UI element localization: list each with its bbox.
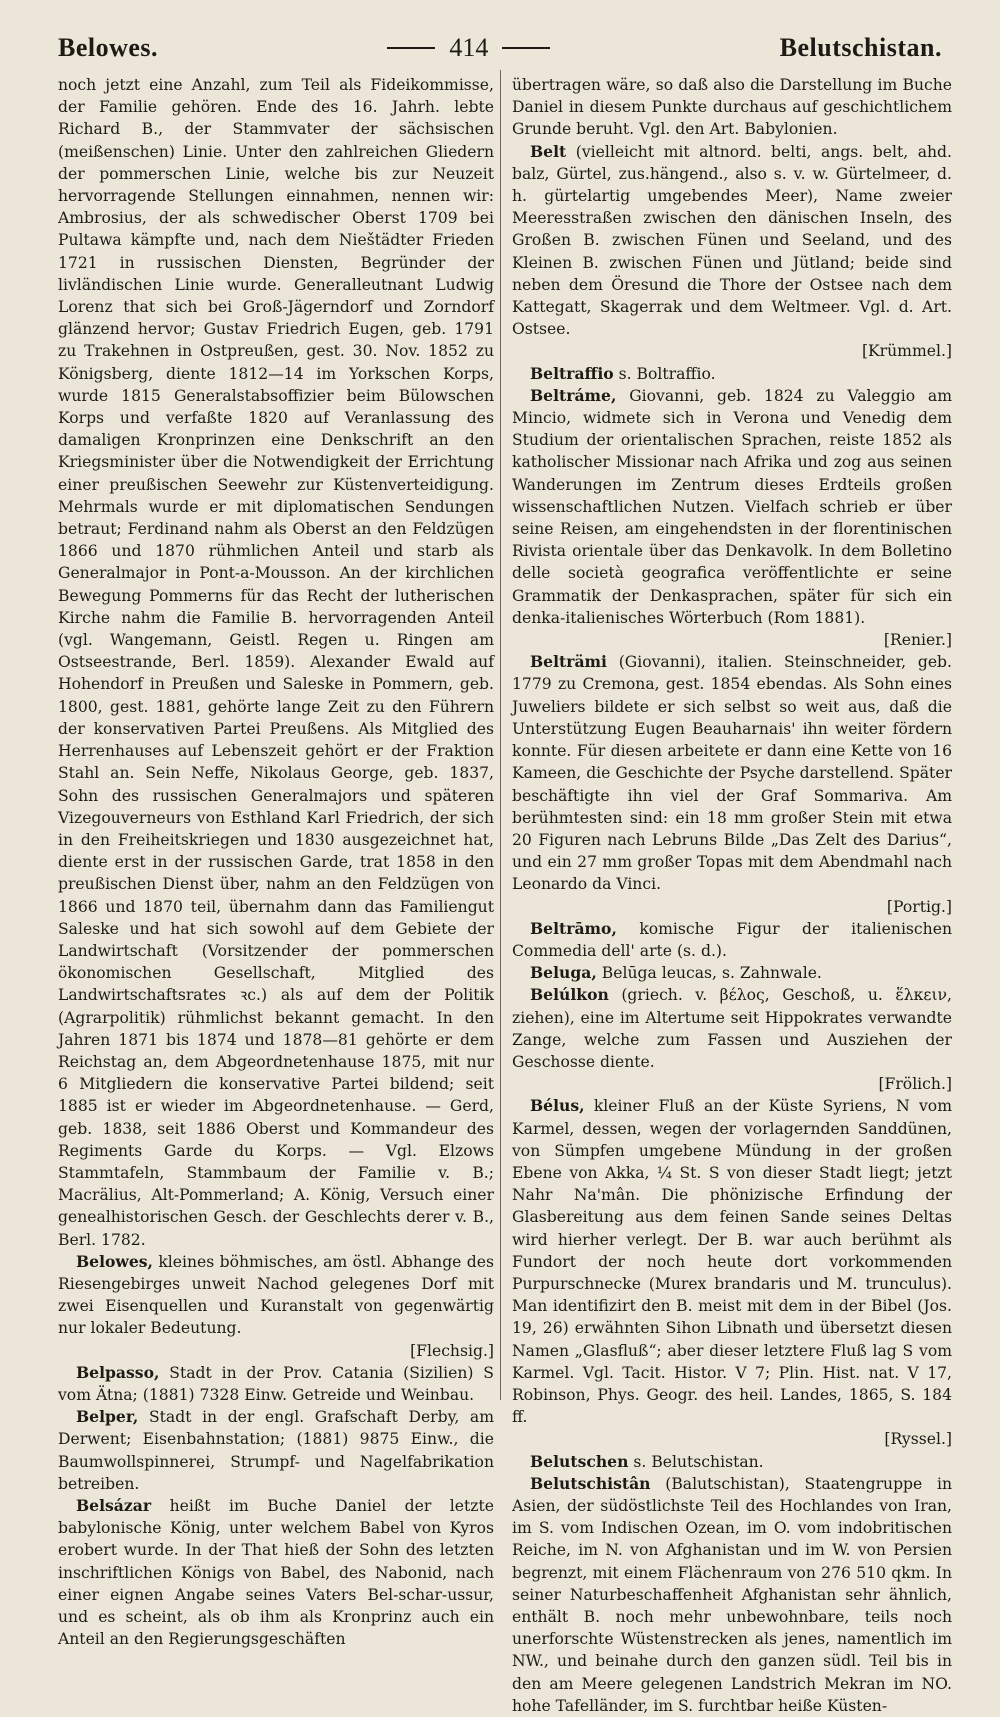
entry-belowes — [58, 1251, 494, 1362]
entry-text: (Balutschistan), Staatengruppe in Asien, der südöstlichste Teil des Hochlandes von Iran, im S. vom Indischen Ozean, im O. vom indobritischen Reiche, im N. von Afghanistan und im W. von Persien begrenzt, mit einem Flächenraum von 276 510 qkm. In seiner Naturbeschaffenheit Afghanistan sehr ähnlich, enthält B. noch mehr unbewohnbare, teils noch unerforschte Wüstenstrecken als jenes, namentlich im NW., und beinahe durch den ganzen südl. Teil bis in den am Meere gelegenen Landstrich Mekran im NO. hohe Tafelländer, im S. furchtbar heiße Küsten- — [512, 1474, 952, 1715]
entry-text: s. Belutschistan. — [633, 1452, 764, 1471]
author-signature: [Frölich.] — [878, 1075, 952, 1094]
entry-text: Giovanni, geb. 1824 zu Valeggio am Mincio, widmete sich in Verona und Venedig dem Studium der orientalischen Sprachen, reiste 1852 als katholischer Missionar nach Afrika und zog aus seinen Wanderungen im Zentrum dieses Erdteils großen wissenschaftlichen Nutzen. Vielfach schrieb er über seine Reisen, am eingehendsten in der florentinischen Rivista orientale über das Denkavolk. In dem Bolletino delle società geografica veröffentlichte er seine Grammatik der Denkasprachen, später für sich ein denka-italienisches Wörterbuch (Rom 1881). — [512, 386, 952, 627]
headword: Belper, — [76, 1407, 139, 1427]
headword: Belúlkon — [530, 985, 609, 1005]
entry-beltramo — [512, 918, 952, 962]
headword: Belowes, — [76, 1251, 153, 1271]
entry-belulkon — [512, 984, 952, 1095]
paragraph-text: noch jetzt eine Anzahl, zum Teil als Fideikommisse, der Familie gehören. Ende des 16. Jahrh. lebte Richard B., der Stammvater der sächsischen (meißenschen) Linie. Unter den zahlreichen Gliedern der pommerschen Linie, welche bis zur Neuzeit hervorragende Stellungen einnahmen, nennen wir: Ambrosius, der als schwedischer Oberst 1709 bei Pultawa kämpfte und, nach dem Nieštädter Frieden 1721 in russischen Diensten, Begründer der livländischen Linie wurde. Generalleutnant Ludwig Lorenz that sich bei Groß-Jägerndorf und Zorndorf glänzend hervor; Gustav Friedrich Eugen, geb. 1791 zu Trakehnen in Ostpreußen, gest. 30. Nov. 1852 zu Königsberg, diente 1812—14 im Yorkschen Korps, wurde 1815 Generalstabsoffizier beim Bülowschen Korps und verfaßte 1820 auf Veranlassung des damaligen Kronprinzen eine Denkschrift an den Kriegsminister über die Notwendigkeit der Errichtung einer preußischen Seewehr zur Küstenverteidigung. Mehrmals wurde er mit diplomatischen Sendungen betraut; Ferdinand nahm als Oberst an den Feldzügen 1866 und 1870 rühmlichen Anteil und starb als Generalmajor in Pont-a-Mousson. An der kirchlichen Bewegung Pommerns für das Recht der lutherischen Kirche nahm die Familie B. hervorragenden Anteil (vgl. Wangemann, Geistl. Regen u. Ringen am Ostseestrande, Berl. 1859). Alexander Ewald auf Hohendorf in Preußen und Saleske in Pommern, geb. 1800, gest. 1881, gehörte lange Zeit zu den Führern der konservativen Partei Preußens. Als Mitglied des Herrenhauses auf Lebenszeit gehört er der Fraktion Stahl an. Sein Neffe, Nikolaus George, geb. 1837, Sohn des russischen Generalmajors und späteren Vizegouverneurs von Esthland Karl Friedrich, der sich in den Freiheitskriegen und 1830 ausgezeichnet hat, diente erst in der russischen Garde, trat 1858 in den preußischen Dienst über, nahm an den Feldzügen von 1866 und 1870 teil, übernahm dann das Familiengut Saleske und hat sich sowohl auf dem Gebiete der Landwirtschaft (Vorsitzender der pommerschen ökonomischen Gesellschaft, Mitglied des Landwirtschaftsrates ꝛc.) als auf dem der Politik (Agrarpolitik) rühmlichst bekannt gemacht. In den Jahren 1871 bis 1874 und 1878—81 gehörte er dem Reichstag an, dem Abgeordnetenhause 1875, mit nur 6 Mitgliedern die konservative Partei bildend; seit 1885 ist er wieder im Abgeordnetenhause. — Gerd, geb. 1838, seit 1886 Oberst und Kommandeur des Regiments Garde du Korps. — Vgl. Elzows Stammtafeln, Stammbaum der Familie v. B.; Macrälius, Alt-Pommerland; A. König, Versuch einer genealhistorischen Gesch. der Geschlechts derer v. B., Berl. 1782. — [58, 76, 494, 1249]
page-number-block — [387, 33, 550, 63]
header-first-keyword: Belowes. — [58, 33, 159, 62]
entry-text: Belūga leucas, s. Zahnwale. — [601, 964, 822, 983]
entry-belutschistan — [512, 1473, 952, 1717]
entry-beltrame — [512, 385, 952, 651]
header-last-keyword: Belutschistan. — [779, 33, 942, 62]
continuation-paragraph — [512, 74, 952, 141]
entry-belt — [512, 141, 952, 363]
author-signature: [Krümmel.] — [861, 342, 952, 361]
headword: Beluga, — [530, 963, 597, 983]
entry-text: (vielleicht mit altnord. belti, angs. belt, ahd. balz, Gürtel, zus.hängend., also s. v. w. Gürtelmeer, d. h. gürtelartig umgebendes Meer), Name zweier Meeresstraßen zwischen den dänischen Inseln, des Großen B. zwischen Fünen und Seeland, und des Kleinen B. zwischen Fünen und Jütland; beide sind neben dem Öresund die Thore der Ostsee nach dem Kattegatt, Skagerrak und dem Weltmeer. Vgl. d. Art. Ostsee. — [512, 142, 952, 339]
author-signature: [Renier.] — [883, 631, 952, 650]
entry-beluga — [512, 962, 952, 984]
entry-text: Stadt in der Prov. Catania (Sizilien) S vom Ätna; (1881) 7328 Einw. Getreide und Weinbau. — [58, 1363, 494, 1404]
entry-belutschen — [512, 1451, 952, 1473]
headword: Belutschen — [530, 1451, 629, 1471]
headword: Belpasso, — [76, 1362, 160, 1382]
headword: Beltrāmo, — [530, 918, 617, 938]
headword: Bélus, — [530, 1096, 585, 1116]
entry-text: Stadt in der engl. Grafschaft Derby, am Derwent; Eisenbahnstation; (1881) 9875 Einw., die Baumwollspinnerei, Strumpf- und Nagelfabrikation betreiben. — [58, 1408, 494, 1493]
entry-belper — [58, 1406, 494, 1495]
entry-text: komische Figur der italienischen Commedia dell' arte (s. d.). — [512, 919, 952, 960]
entry-text: (Giovanni), italien. Steinschneider, geb. 1779 zu Cremona, gest. 1854 ebendas. Als Sohn eines Juweliers bildete er sich selbst so weit aus, daß die Unterstützung Eugen Beauharnais' ihn weiter fördern konnte. Für diesen arbeitete er dann eine Kette von 16 Kameen, die Geschichte der Psyche darstellend. Später beschäftigte ihn viel der Graf Sommariva. Am berühmtesten sind: ein 18 mm großer Stein mit etwa 20 Figuren nach Lebruns Bilde „Das Zelt des Darius“, und ein 27 mm großer Topas mit dem Abendmahl nach Leonardo da Vinci. — [512, 653, 952, 894]
left-column — [58, 74, 494, 1650]
headword: Belträmi — [530, 652, 607, 672]
header-dash-right — [502, 47, 550, 49]
headword: Belsázar — [76, 1496, 152, 1515]
entry-text: s. Boltraffio. — [618, 364, 716, 383]
right-column — [512, 74, 952, 1717]
entry-belsazar — [58, 1495, 494, 1650]
entry-text: (griech. v. βέλος, Geschoß, u. ἕλκειν, ziehen), eine im Altertume seit Hippokrates verwandte Zange, welche zum Fassen und Ausziehen der Geschosse diente. — [512, 986, 952, 1071]
entry-belus — [512, 1095, 952, 1450]
continuation-paragraph — [58, 74, 494, 1251]
entry-text: kleines böhmisches, am östl. Abhange des Riesengebirges unweit Nachod gelegenes Dorf mit zwei Eisenquellen und Kuranstalt von gegenwärtig nur lokaler Bedeutung. — [58, 1252, 494, 1338]
entry-text: heißt im Buche Daniel der letzte babylonische König, unter welchem Babel von Kyros erobert wurde. In der That hieß der Sohn des letzten inschriftlichen Königs von Babel, des Nabonid, nach einer eignen Angabe seines Vaters Bel-schar-ussur, und es scheint, als ob ihm als Kronprinz auch ein Anteil an den Regierungsgeschäften — [58, 1497, 494, 1649]
author-signature: [Ryssel.] — [884, 1430, 952, 1449]
author-signature: [Flechsig.] — [410, 1341, 494, 1360]
header-dash-left — [387, 47, 435, 49]
entry-text: kleiner Fluß an der Küste Syriens, N vom Karmel, dessen, wegen der vorlagernden Sanddünen, von Sümpfen umgebene Mündung in der großen Ebene von Akka, ¼ St. S von dieser Stadt liegt; jetzt Nahr Na'mân. Die phönizische Erfindung der Glasbereitung aus dem feinen Sande seines Deltas wird hierher verlegt. Der B. war auch berühmt als Fundort der noch heute dort vorkommenden Purpurschnecke (Murex brandaris und M. trunculus). Man identifizirt den B. meist mit dem in der Bibel (Jos. 19, 26) erwähnten Sihon Libnath und übersetzt diesen Namen „Glasfluß“; aber dieser letztere Fluß lag S vom Karmel. Vgl. Tacit. Histor. V 7; Plin. Hist. nat. V 17, Robinson, Phys. Geogr. des heil. Landes, 1865, S. 184 ff. — [512, 1097, 952, 1427]
author-signature: [Portig.] — [886, 897, 952, 916]
entry-belpasso — [58, 1362, 494, 1406]
entry-beltraffio — [512, 363, 952, 385]
page-number: 414 — [449, 33, 489, 62]
headword: Belutschistân — [530, 1473, 651, 1493]
headword: Beltráme, — [530, 385, 617, 405]
headword: Beltraffio — [530, 363, 614, 383]
headword: Belt — [530, 141, 567, 161]
entry-beltrami — [512, 651, 952, 917]
column-divider — [500, 70, 501, 1400]
running-header — [58, 26, 942, 70]
paragraph-text: übertragen wäre, so daß also die Darstellung im Buche Daniel in diesem Punkte durchaus auf geschichtlichem Grunde beruht. Vgl. den Art. Babylonien. — [512, 76, 952, 139]
